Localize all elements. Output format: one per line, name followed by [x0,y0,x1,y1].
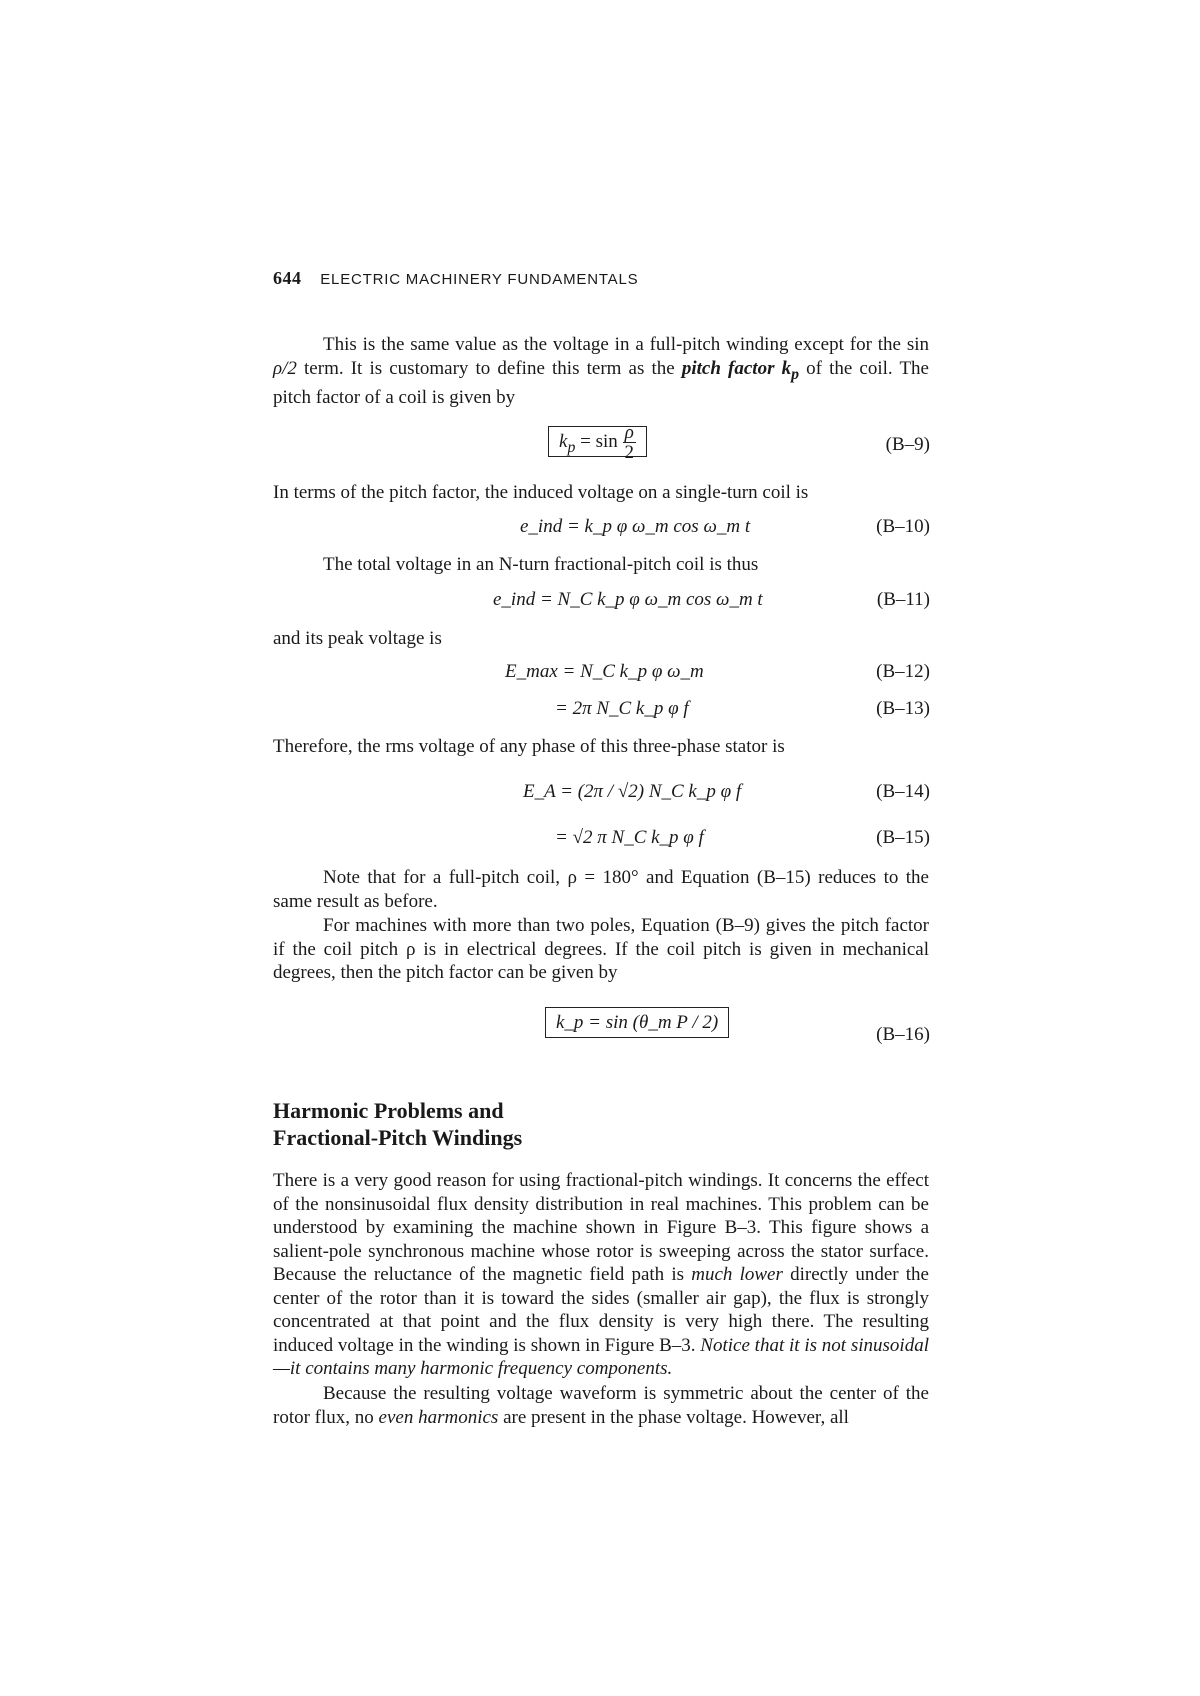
running-title: ELECTRIC MACHINERY FUNDAMENTALS [320,271,639,288]
equation-b12: E_max = N_C k_p φ ω_m [505,661,704,682]
paragraph-single-turn: In terms of the pitch factor, the induced voltage on a single-turn coil is [273,482,809,503]
paragraph-n-turn: The total voltage in an N-turn fractional-pitch coil is thus [323,554,759,575]
paragraph-even-harmonics: Because the resulting voltage waveform is symmetric about the center of the rotor flux, no even harmonics are present in the phase voltage. However, all [273,1383,929,1428]
equation-number-b16: (B–16) [876,1024,930,1045]
equation-number-b10: (B–10) [876,516,930,537]
equation-number-b11: (B–11) [876,589,930,610]
section-heading: Harmonic Problems and Fractional-Pitch Windings [273,1098,523,1150]
equation-number-b13: (B–13) [876,698,930,719]
paragraph-full-pitch-note: Note that for a full-pitch coil, ρ = 180° and Equation (B–15) reduces to the same result as before. [273,867,929,912]
equation-b14: E_A = (2π / √2) N_C k_p φ f [523,781,742,802]
equation-b11: e_ind = N_C k_p φ ω_m cos ω_m t [493,589,763,610]
paragraph-rms-voltage: Therefore, the rms voltage of any phase of this three-phase stator is [273,736,785,757]
paragraph-peak-voltage: and its peak voltage is [273,628,442,649]
equation-b16: k_p = sin (θ_m P / 2) [545,1012,729,1034]
page-number: 644 [273,268,302,288]
equation-number-b14: (B–14) [876,781,930,802]
equation-number-b9: (B–9) [885,434,930,455]
equation-number-b15: (B–15) [876,827,930,848]
equation-b15: = √2 π N_C k_p φ f [555,827,704,848]
paragraph-harmonic-problems: There is a very good reason for using fractional-pitch windings. It concerns the effect of the nonsinusoidal flux density distribution in real machines. This problem can be understood by examining the machine shown in Figure B–3. This figure shows a salient-pole synchronous machine whose rotor is sweeping across the stator surface. Because the reluctance of the magnetic field path is much lower directly under the center of the rotor than it is toward the sides (smaller air gap), the flux is strongly concentrated at that point and the flux density is very high there. The resulting induced voltage in the winding is shown in Figure B–3. Notice that it is not sinusoidal—it contains many harmonic frequency components. [273,1170,929,1379]
paragraph-mechanical-degrees: For machines with more than two poles, Equation (B–9) gives the pitch factor if the coil pitch ρ is in electrical degrees. If the coil pitch is given in mechanical degrees, then the pitch factor can be given by [273,915,929,983]
paragraph-pitch-factor-intro: This is the same value as the voltage in a full-pitch winding except for the sin ρ/2 term. It is customary to define this term as the pitch factor $k_p$ of the coil. The pitch factor of a coil is given by [273,334,929,408]
equation-b13: = 2π N_C k_p φ f [555,698,689,719]
equation-number-b12: (B–12) [876,661,930,682]
equation-b9: $k_p = \sin$ $\frac{\rho}{2}$ [548,423,647,462]
running-header [273,268,638,289]
equation-b10: e_ind = k_p φ ω_m cos ω_m t [520,516,751,537]
